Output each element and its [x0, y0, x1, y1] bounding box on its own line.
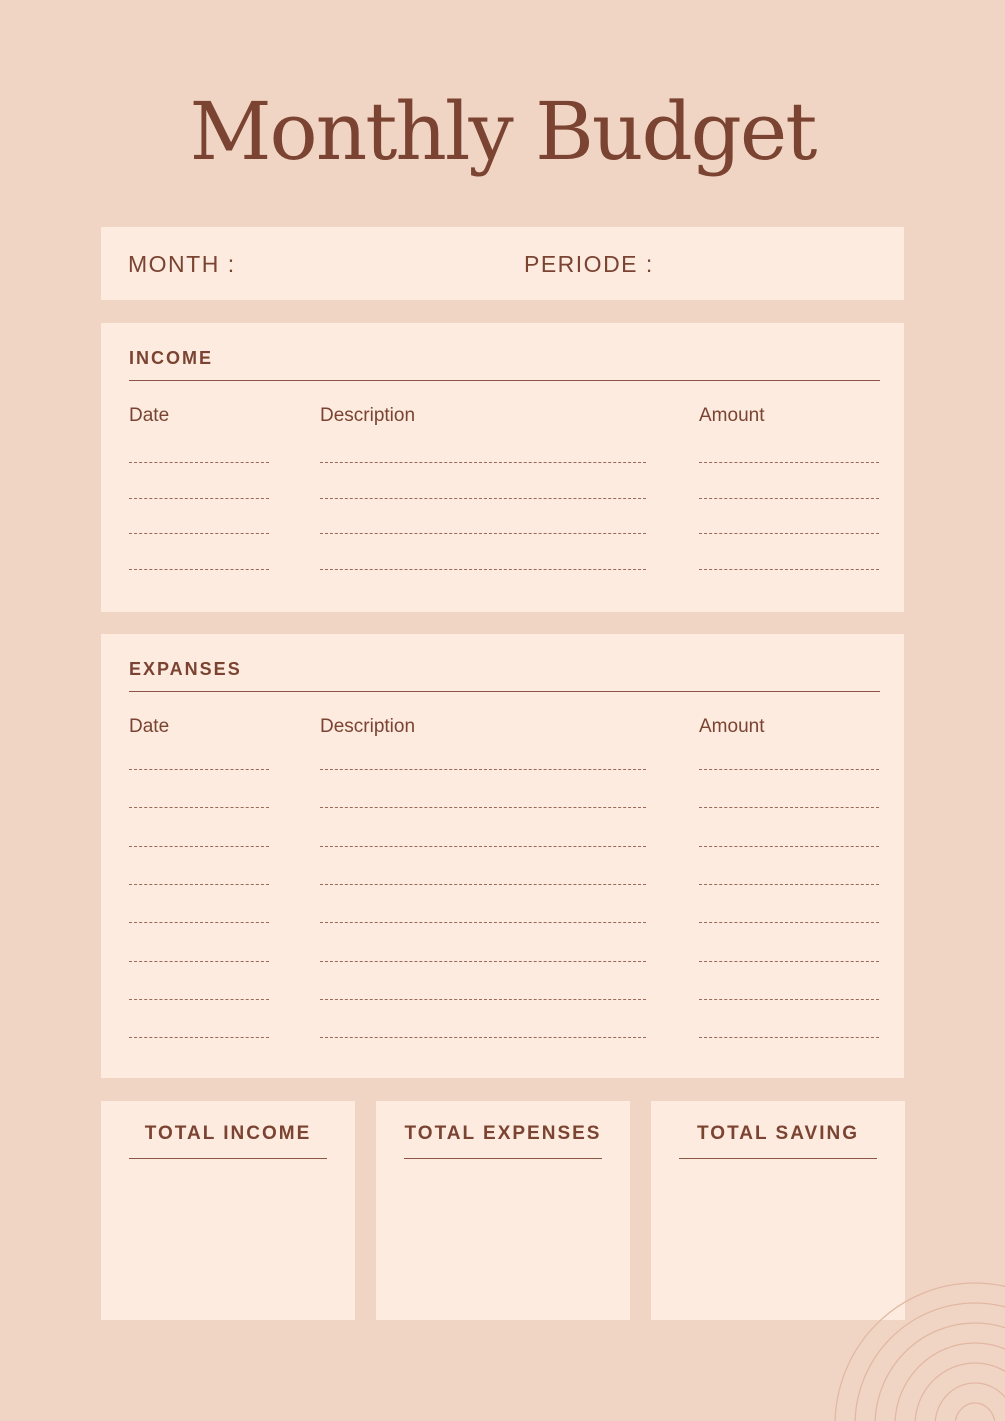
expenses-description-line — [320, 846, 646, 847]
total-saving-label: TOTAL SAVING — [697, 1123, 859, 1144]
total-expenses-card — [376, 1101, 630, 1320]
expenses-date-line — [129, 1037, 269, 1038]
expenses-description-line — [320, 999, 646, 1000]
expenses-description-line — [320, 922, 646, 923]
income-date-line — [129, 569, 269, 570]
income-amount-header: Amount — [699, 405, 765, 426]
income-date-header: Date — [129, 405, 170, 426]
income-description-header: Description — [320, 405, 416, 426]
expenses-section — [101, 634, 904, 1078]
expenses-amount-line — [699, 999, 879, 1000]
total-saving-divider — [679, 1158, 877, 1159]
income-amount-line — [699, 533, 879, 534]
expenses-heading: EXPANSES — [129, 659, 242, 679]
expenses-description-line — [320, 884, 646, 885]
expenses-description-line — [320, 961, 646, 962]
income-amount-line — [699, 569, 879, 570]
income-date-line — [129, 498, 269, 499]
expenses-date-line — [129, 769, 269, 770]
expenses-description-header: Description — [320, 716, 416, 737]
concentric-arcs-decoration — [800, 1270, 1005, 1421]
total-income-card — [101, 1101, 355, 1320]
expenses-date-line — [129, 846, 269, 847]
income-date-line — [129, 533, 269, 534]
expenses-amount-line — [699, 846, 879, 847]
income-description-line — [320, 462, 646, 463]
month-periode-card — [101, 227, 904, 300]
income-divider — [129, 380, 880, 381]
income-description-line — [320, 569, 646, 570]
total-expenses-divider — [404, 1158, 602, 1159]
month-label: MONTH : — [128, 251, 236, 277]
expenses-date-header: Date — [129, 716, 170, 737]
income-description-line — [320, 533, 646, 534]
expenses-date-line — [129, 961, 269, 962]
income-date-line — [129, 462, 269, 463]
expenses-amount-line — [699, 807, 879, 808]
income-heading: INCOME — [129, 348, 213, 368]
expenses-amount-line — [699, 961, 879, 962]
expenses-amount-header: Amount — [699, 716, 765, 737]
expenses-amount-line — [699, 769, 879, 770]
expenses-date-line — [129, 922, 269, 923]
income-description-line — [320, 498, 646, 499]
expenses-date-line — [129, 999, 269, 1000]
total-income-label: TOTAL INCOME — [144, 1123, 312, 1144]
expenses-amount-line — [699, 922, 879, 923]
page-title: Monthly Budget — [189, 85, 816, 178]
expenses-amount-line — [699, 884, 879, 885]
income-amount-line — [699, 462, 879, 463]
income-section — [101, 323, 904, 612]
expenses-amount-line — [699, 1037, 879, 1038]
periode-label: PERIODE : — [524, 251, 654, 277]
expenses-date-line — [129, 807, 269, 808]
expenses-description-line — [320, 807, 646, 808]
expenses-description-line — [320, 769, 646, 770]
income-amount-line — [699, 498, 879, 499]
total-income-divider — [129, 1158, 327, 1159]
expenses-description-line — [320, 1037, 646, 1038]
expenses-divider — [129, 691, 880, 692]
total-expenses-label: TOTAL EXPENSES — [404, 1123, 602, 1144]
expenses-date-line — [129, 884, 269, 885]
